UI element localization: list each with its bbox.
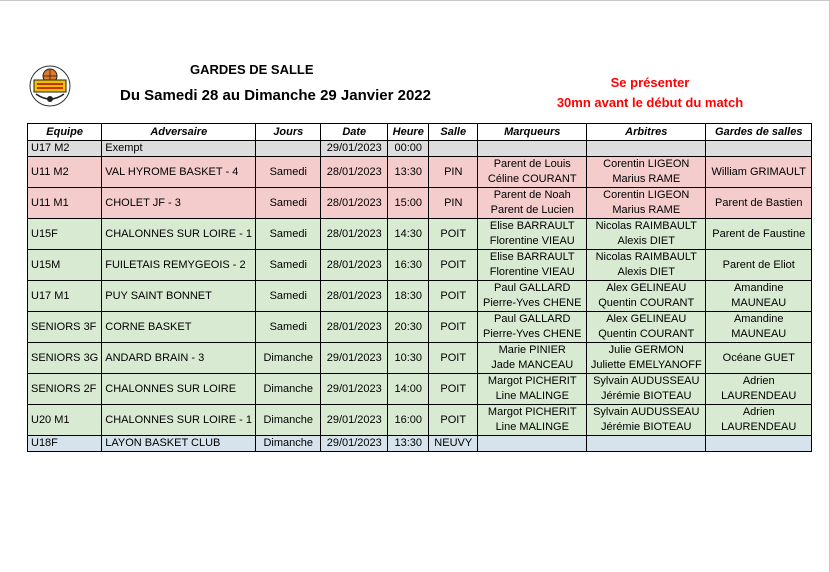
equipe-cell: U11 M1 xyxy=(28,188,102,219)
marqueurs-cell-line: Parent de Louis xyxy=(493,158,571,170)
marqueurs-cell xyxy=(478,436,587,452)
table-header-row xyxy=(28,124,812,141)
marqueurs-cell xyxy=(478,219,587,250)
heure-cell: 13:30 xyxy=(388,157,429,188)
column-header: Gardes de salles xyxy=(706,124,812,141)
arbitres-cell-line: Sylvain AUDUSSEAU xyxy=(593,406,700,418)
equipe-cell: U17 M1 xyxy=(28,281,102,312)
arbitres-cell-line: Alex GELINEAU xyxy=(606,282,687,294)
gardes-cell-line: Parent de Bastien xyxy=(715,196,803,209)
jours-cell: Dimanche xyxy=(256,405,321,436)
arbitres-cell xyxy=(587,250,706,281)
marqueurs-cell-line: Jade MANCEAU xyxy=(491,359,574,371)
marqueurs-cell-line: Florentine VIEAU xyxy=(489,266,575,278)
adversaire-cell: LAYON BASKET CLUB xyxy=(102,436,256,452)
marqueurs-cell-line: Marie PINIER xyxy=(498,344,566,356)
column-header: Arbitres xyxy=(587,124,706,141)
date-cell: 28/01/2023 xyxy=(321,157,388,188)
gardes-cell-line: Adrien xyxy=(742,406,775,418)
jours-cell: Samedi xyxy=(256,312,321,343)
marqueurs-cell-line: Céline COURANT xyxy=(487,173,577,185)
table-row xyxy=(28,281,812,312)
equipe-cell: U11 M2 xyxy=(28,157,102,188)
date-cell: 28/01/2023 xyxy=(321,219,388,250)
schedule-table xyxy=(27,123,812,452)
page-title: GARDES DE SALLE xyxy=(190,62,314,77)
arbitres-cell xyxy=(587,405,706,436)
gardes-cell xyxy=(706,188,812,219)
date-cell: 28/01/2023 xyxy=(321,188,388,219)
column-header: Heure xyxy=(388,124,429,141)
gardes-cell xyxy=(706,405,812,436)
gardes-cell xyxy=(706,312,812,343)
heure-cell: 20:30 xyxy=(388,312,429,343)
adversaire-cell: FUILETAIS REMYGEOIS - 2 xyxy=(102,250,256,281)
arbitres-cell-line: Marius RAME xyxy=(612,204,681,216)
adversaire-cell: CORNE BASKET xyxy=(102,312,256,343)
gardes-cell-line: Adrien xyxy=(742,375,775,387)
equipe-cell: U15F xyxy=(28,219,102,250)
jours-cell: Samedi xyxy=(256,281,321,312)
marqueurs-cell-line: Parent de Lucien xyxy=(490,204,574,216)
jours-cell xyxy=(256,141,321,157)
table-row xyxy=(28,141,812,157)
arbitres-cell-line: Alexis DIET xyxy=(617,235,675,247)
gardes-cell xyxy=(706,250,812,281)
arbitres-cell-line: Quentin COURANT xyxy=(598,297,695,309)
equipe-cell: SENIORS 3F xyxy=(28,312,102,343)
marqueurs-cell xyxy=(478,281,587,312)
heure-cell: 16:30 xyxy=(388,250,429,281)
jours-cell: Samedi xyxy=(256,250,321,281)
gardes-cell xyxy=(706,343,812,374)
arbitres-cell xyxy=(587,436,706,452)
adversaire-cell: CHOLET JF - 3 xyxy=(102,188,256,219)
salle-cell: POIT xyxy=(429,343,478,374)
arbitres-cell xyxy=(587,343,706,374)
equipe-cell: SENIORS 3G xyxy=(28,343,102,374)
heure-cell: 16:00 xyxy=(388,405,429,436)
jours-cell: Dimanche xyxy=(256,343,321,374)
arbitres-cell-line: Quentin COURANT xyxy=(598,328,695,340)
gardes-cell-line: Parent de Faustine xyxy=(712,227,806,240)
marqueurs-cell-line: Parent de Noah xyxy=(493,189,571,201)
marqueurs-cell xyxy=(478,374,587,405)
marqueurs-cell-line: Margot PICHERIT xyxy=(487,406,577,418)
jours-cell: Dimanche xyxy=(256,374,321,405)
column-header: Adversaire xyxy=(102,124,256,141)
equipe-cell: U20 M1 xyxy=(28,405,102,436)
date-cell: 29/01/2023 xyxy=(321,436,388,452)
jours-cell: Dimanche xyxy=(256,436,321,452)
adversaire-cell: CHALONNES SUR LOIRE - 1 xyxy=(102,219,256,250)
column-header: Jours xyxy=(256,124,321,141)
arbitres-cell-line: Julie GERMON xyxy=(608,344,684,356)
date-cell: 28/01/2023 xyxy=(321,281,388,312)
equipe-cell: U15M xyxy=(28,250,102,281)
arbitres-cell-line: Sylvain AUDUSSEAU xyxy=(593,375,700,387)
arbitres-cell-line: Nicolas RAIMBAULT xyxy=(595,251,697,263)
adversaire-cell: VAL HYROME BASKET - 4 xyxy=(102,157,256,188)
date-cell: 28/01/2023 xyxy=(321,312,388,343)
marqueurs-cell-line: Elise BARRAULT xyxy=(489,251,575,263)
gardes-cell xyxy=(706,281,812,312)
salle-cell: PIN xyxy=(429,188,478,219)
table-row xyxy=(28,405,812,436)
salle-cell: POIT xyxy=(429,405,478,436)
arbitres-cell xyxy=(587,141,706,157)
arbitres-cell-line: Alex GELINEAU xyxy=(606,313,687,325)
jours-cell: Samedi xyxy=(256,188,321,219)
salle-cell: POIT xyxy=(429,219,478,250)
arbitres-cell-line: Juliette EMELYANOFF xyxy=(590,359,702,371)
arbitres-cell-line: Jérémie BIOTEAU xyxy=(601,421,692,433)
marqueurs-cell-line: Paul GALLARD xyxy=(494,313,571,325)
salle-cell: POIT xyxy=(429,374,478,405)
jours-cell: Samedi xyxy=(256,157,321,188)
gardes-cell-line: Amandine xyxy=(733,282,784,294)
page-subtitle: Du Samedi 28 au Dimanche 29 Janvier 2022 xyxy=(120,87,431,104)
notice-text xyxy=(530,73,770,113)
gardes-cell-line: LAURENDEAU xyxy=(721,421,797,433)
arbitres-cell xyxy=(587,312,706,343)
marqueurs-cell xyxy=(478,157,587,188)
marqueurs-cell-line: Pierre-Yves CHENE xyxy=(483,328,582,340)
salle-cell: POIT xyxy=(429,281,478,312)
arbitres-cell xyxy=(587,219,706,250)
table-row xyxy=(28,188,812,219)
salle-cell xyxy=(429,141,478,157)
arbitres-cell-line: Jérémie BIOTEAU xyxy=(601,390,692,402)
table-row xyxy=(28,374,812,405)
equipe-cell: U17 M2 xyxy=(28,141,102,157)
adversaire-cell: Exempt xyxy=(102,141,256,157)
gardes-cell-line: MAUNEAU xyxy=(731,297,787,309)
arbitres-cell-line: Nicolas RAIMBAULT xyxy=(595,220,697,232)
salle-cell: NEUVY xyxy=(429,436,478,452)
gardes-cell xyxy=(706,436,812,452)
marqueurs-cell-line: Florentine VIEAU xyxy=(489,235,575,247)
jours-cell: Samedi xyxy=(256,219,321,250)
gardes-cell-line: Amandine xyxy=(733,313,784,325)
adversaire-cell: CHALONNES SUR LOIRE xyxy=(102,374,256,405)
gardes-cell xyxy=(706,157,812,188)
date-cell: 29/01/2023 xyxy=(321,343,388,374)
marqueurs-cell xyxy=(478,405,587,436)
salle-cell: PIN xyxy=(429,157,478,188)
table-row xyxy=(28,219,812,250)
column-header: Date xyxy=(321,124,388,141)
gardes-cell xyxy=(706,219,812,250)
arbitres-cell-line: Alexis DIET xyxy=(617,266,675,278)
equipe-cell: U18F xyxy=(28,436,102,452)
heure-cell: 00:00 xyxy=(388,141,429,157)
marqueurs-cell-line: Paul GALLARD xyxy=(494,282,571,294)
column-header: Marqueurs xyxy=(478,124,587,141)
gardes-cell-line: Parent de Eliot xyxy=(722,258,795,271)
page-border-top xyxy=(0,0,830,1)
table-row xyxy=(28,343,812,374)
heure-cell: 14:30 xyxy=(388,219,429,250)
marqueurs-cell xyxy=(478,141,587,157)
date-cell: 29/01/2023 xyxy=(321,141,388,157)
arbitres-cell xyxy=(587,157,706,188)
table-row xyxy=(28,436,812,452)
date-cell: 29/01/2023 xyxy=(321,374,388,405)
notice-line-1: Se présenter xyxy=(610,75,690,90)
salle-cell: POIT xyxy=(429,250,478,281)
heure-cell: 18:30 xyxy=(388,281,429,312)
gardes-cell-line: Océane GUET xyxy=(722,351,795,364)
gardes-cell-line: LAURENDEAU xyxy=(721,390,797,402)
marqueurs-cell xyxy=(478,343,587,374)
arbitres-cell xyxy=(587,374,706,405)
marqueurs-cell xyxy=(478,250,587,281)
gardes-cell xyxy=(706,141,812,157)
notice-line-2: 30mn avant le début du match xyxy=(556,95,744,110)
marqueurs-cell-line: Elise BARRAULT xyxy=(489,220,575,232)
arbitres-cell xyxy=(587,281,706,312)
date-cell: 28/01/2023 xyxy=(321,250,388,281)
arbitres-cell-line: Corentin LIGEON xyxy=(603,189,690,201)
heure-cell: 13:30 xyxy=(388,436,429,452)
gardes-cell xyxy=(706,374,812,405)
adversaire-cell: PUY SAINT BONNET xyxy=(102,281,256,312)
marqueurs-cell-line: Line MALINGE xyxy=(495,421,569,433)
salle-cell: POIT xyxy=(429,312,478,343)
gardes-cell-line: MAUNEAU xyxy=(731,328,787,340)
marqueurs-cell xyxy=(478,188,587,219)
arbitres-cell-line: Corentin LIGEON xyxy=(603,158,690,170)
adversaire-cell: ANDARD BRAIN - 3 xyxy=(102,343,256,374)
arbitres-cell xyxy=(587,188,706,219)
marqueurs-cell-line: Line MALINGE xyxy=(495,390,569,402)
date-cell: 29/01/2023 xyxy=(321,405,388,436)
heure-cell: 14:00 xyxy=(388,374,429,405)
marqueurs-cell-line: Pierre-Yves CHENE xyxy=(483,297,582,309)
marqueurs-cell xyxy=(478,312,587,343)
table-row xyxy=(28,157,812,188)
marqueurs-cell-line: Margot PICHERIT xyxy=(487,375,577,387)
arbitres-cell-line: Marius RAME xyxy=(612,173,681,185)
heure-cell: 15:00 xyxy=(388,188,429,219)
table-row xyxy=(28,312,812,343)
gardes-cell-line: William GRIMAULT xyxy=(711,165,806,178)
heure-cell: 10:30 xyxy=(388,343,429,374)
adversaire-cell: CHALONNES SUR LOIRE - 1 xyxy=(102,405,256,436)
basketball-club-logo-icon xyxy=(28,64,72,108)
table-row xyxy=(28,250,812,281)
column-header: Salle xyxy=(429,124,478,141)
equipe-cell: SENIORS 2F xyxy=(28,374,102,405)
column-header: Equipe xyxy=(28,124,102,141)
